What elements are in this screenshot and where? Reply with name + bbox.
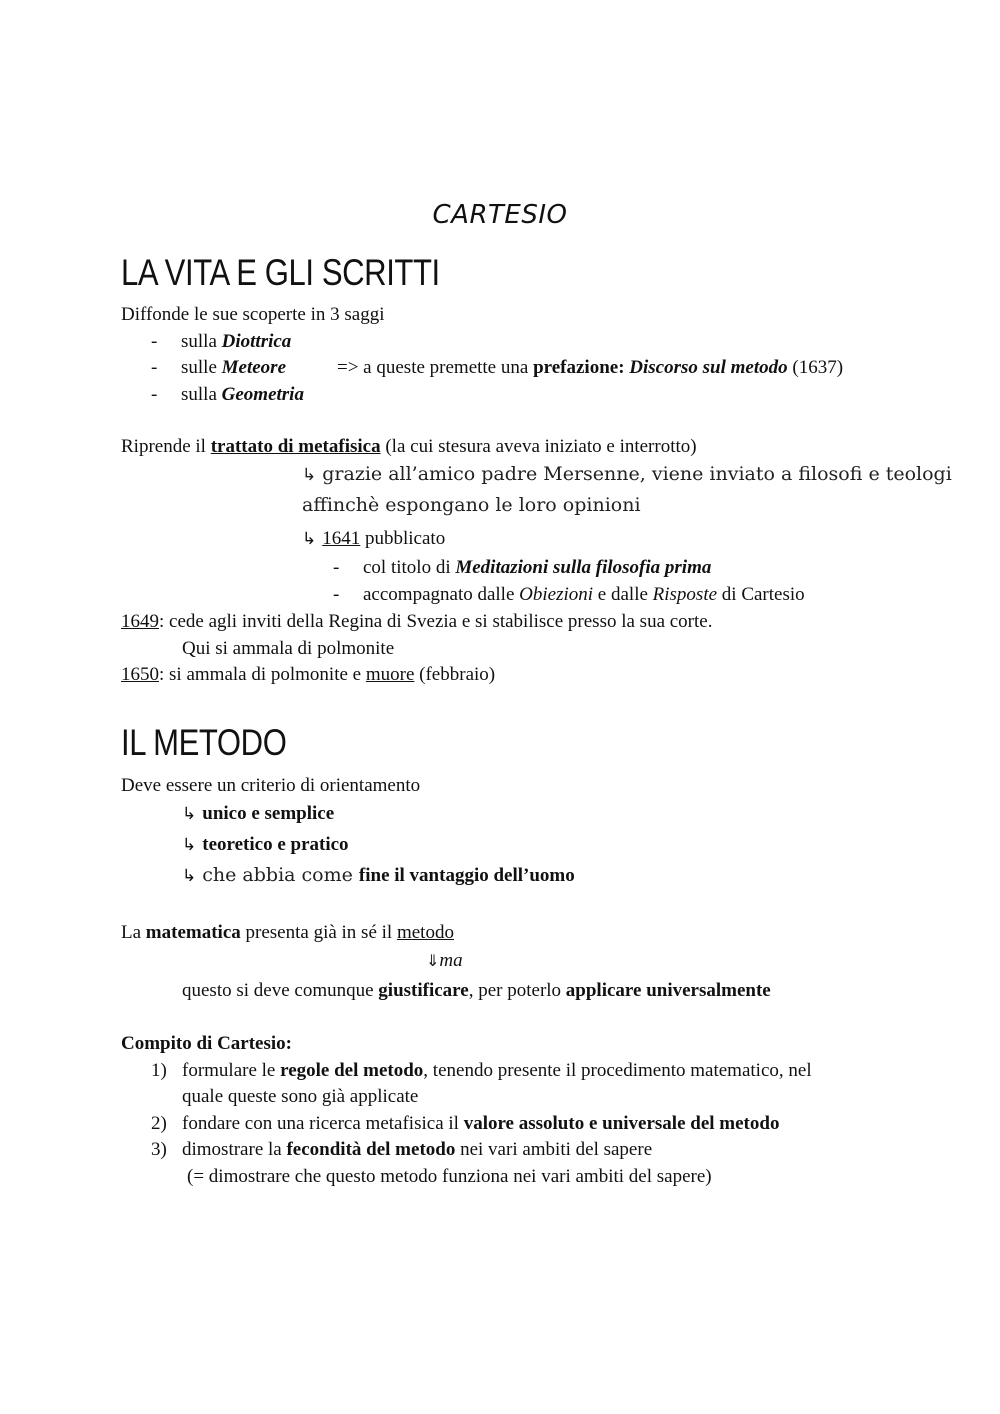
- saggio-item: - sulla Diottrica: [151, 331, 292, 352]
- saggio-title: Meteore: [221, 357, 287, 378]
- intro-text: Diffonde le sue scoperte in 3 saggi: [121, 304, 385, 325]
- arrow-return-icon: ↳: [182, 866, 197, 886]
- bullet-dash: -: [333, 584, 340, 605]
- down-double-arrow-icon: ⇓: [426, 951, 440, 970]
- item-number: 3): [151, 1139, 167, 1160]
- item-number: 2): [151, 1113, 167, 1134]
- numbered-item: 2) fondare con una ricerca metafisica il valore assoluto e universale del metodo: [151, 1113, 780, 1134]
- metodo-intro: Deve essere un criterio di orientamento: [121, 775, 421, 796]
- saggio-title: Geometria: [221, 384, 304, 405]
- saggio-title: Diottrica: [221, 331, 292, 352]
- section-heading-metodo: IL METODO: [121, 722, 287, 763]
- giustificare-line: questo si deve comunque giustificare, per poterlo applicare universalmente: [182, 980, 771, 1001]
- bullet-dash: -: [151, 384, 158, 405]
- numbered-item-continuation: (= dimostrare che questo metodo funziona nei vari ambiti del sapere): [187, 1166, 712, 1187]
- sub-item: - col titolo di Meditazioni sulla filosofia prima: [333, 557, 712, 578]
- bullet-dash: -: [151, 357, 158, 378]
- arrow-item: ↳ teoretico e pratico: [182, 834, 349, 855]
- year-1650-line: 1650: si ammala di polmonite e muore (febbraio): [121, 664, 496, 685]
- arrow-item: ↳ che abbia come fine il vantaggio dell’uomo: [182, 864, 575, 886]
- down-arrow-ma: ⇓ma: [426, 950, 463, 971]
- arrow-item: ↳ unico e semplice: [182, 803, 335, 824]
- prefazione-note: => a queste premette una prefazione: Discorso sul metodo (1637): [337, 357, 844, 378]
- document-title: CARTESIO: [432, 200, 568, 230]
- arrow-return-icon: ↳: [302, 529, 317, 549]
- arrow-item: ↳ 1641 pubblicato: [302, 528, 446, 549]
- sub-item: - accompagnato dalle Obiezioni e dalle Risposte di Cartesio: [333, 584, 805, 605]
- arrow-return-icon: ↳: [182, 835, 197, 855]
- saggio-item: - sulla Geometria: [151, 384, 304, 405]
- saggio-item: - sulle Meteore: [151, 357, 287, 378]
- arrow-return-icon: ↳: [302, 465, 317, 485]
- arrow-return-icon: ↳: [182, 804, 197, 824]
- arrow-continuation: affinchè espongano le loro opinioni: [302, 494, 641, 516]
- numbered-item-continuation: quale queste sono già applicate: [182, 1086, 419, 1107]
- numbered-item: 3) dimostrare la fecondità del metodo nei vari ambiti del sapere: [151, 1139, 653, 1160]
- bullet-dash: -: [151, 331, 158, 352]
- prefazione-title: Discorso sul metodo: [629, 357, 788, 378]
- compito-heading: Compito di Cartesio:: [121, 1033, 292, 1054]
- year-1649-line: 1649: cede agli inviti della Regina di Svezia e si stabilisce presso la sua corte.: [121, 611, 713, 632]
- bullet-dash: -: [333, 557, 340, 578]
- year-1649-continuation: Qui si ammala di polmonite: [182, 638, 395, 659]
- matematica-line: La matematica presenta già in sé il metodo: [121, 922, 454, 943]
- item-number: 1): [151, 1060, 167, 1081]
- arrow-item: ↳ grazie all’amico padre Mersenne, viene inviato a filosofi e teologi: [302, 463, 952, 485]
- riprende-line: Riprende il trattato di metafisica (la cui stesura aveva iniziato e interrotto): [121, 436, 697, 457]
- numbered-item: 1) formulare le regole del metodo, tenendo presente il procedimento matematico, nel: [151, 1060, 812, 1081]
- section-heading-vita: LA VITA E GLI SCRITTI: [121, 252, 440, 293]
